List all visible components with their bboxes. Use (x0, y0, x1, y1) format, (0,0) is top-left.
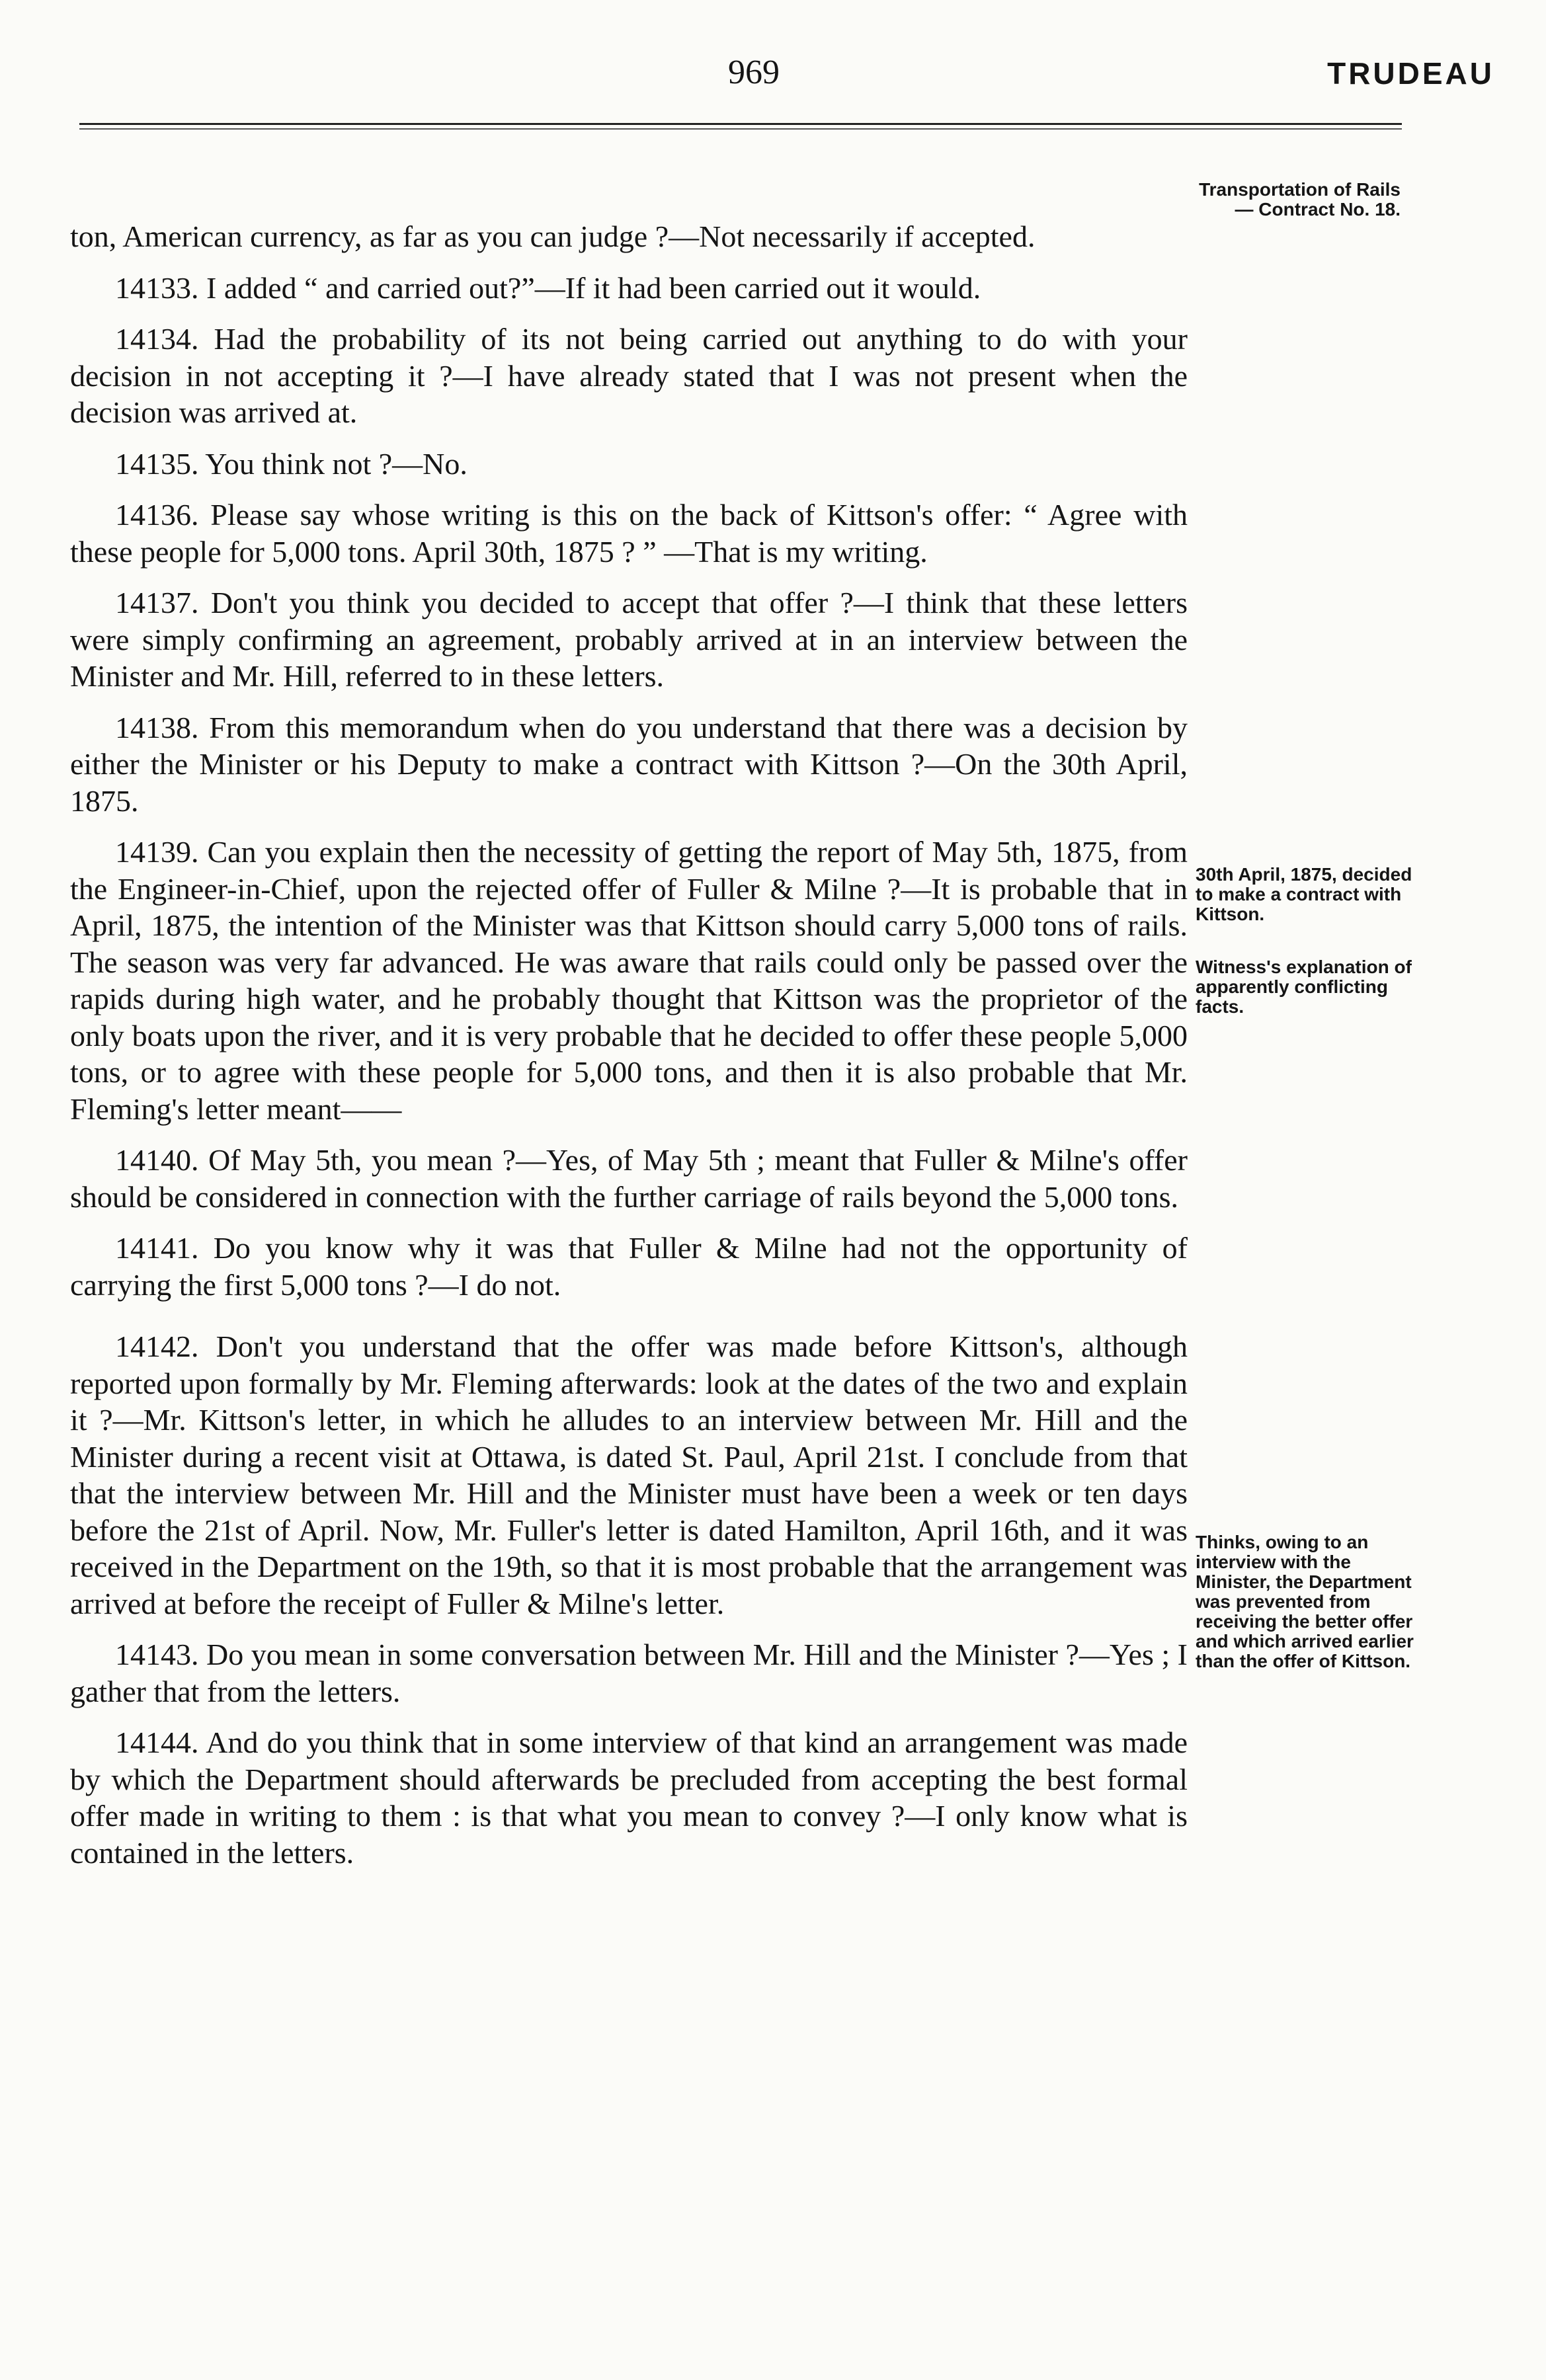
paragraph-14138: 14138. From this memorandum when do you understand that there was a decision by either the Minister or his Deputy to make a contract with Kittson ?—On the 30th April, 1875. (70, 710, 1188, 818)
paragraph-14134: 14134. Had the probability of its not being carried out anything to do with your decision in not accepting it ?—I have already stated that I was not present when the decision was arrived at. (70, 322, 1188, 429)
paragraph-14135: 14135. You think not ?—No. (115, 446, 468, 481)
running-head: TRUDEAU (1327, 56, 1494, 91)
header-rule (79, 123, 1402, 130)
paragraph-14133: 14133. I added “ and carried out?”—If it had been carried out it would. (115, 270, 981, 305)
paragraph-14136: 14136. Please say whose writing is this on the back of Kittson's offer: “ Agree with these people for 5,000 tons. April 30th, 1875 ? ” —That is my writing. (70, 498, 1188, 569)
sidenote-interview-minister: Thinks, owing to an interview with the Minister, the Department was prevented from receiving the better offer and which arrived earlier than the offer of Kittson. (1196, 1532, 1414, 1671)
paragraph-14139: 14139. Can you explain then the necessity of getting the report of May 5th, 1875, from the Engineer-in-Chief, upon the rejected offer of Fuller & Milne ?—It is probable that in April, 1875, the intention of the Minister was that Kittson should carry 5,000 tons of rails. The season was very far advanced. He was aware that rails could only be passed over the rapids during high water, and he probably thought that Kittson was the proprietor of the only boats upon the river, and it is very probable that he decided to offer these people 5,000 tons, or to agree with these people for 5,000 tons, and then it is also probable that Mr. Fleming's letter meant—— (70, 835, 1188, 1126)
paragraph-14141: 14141. Do you know why it was that Fuller & Milne had not the opportunity of carrying the first 5,000 tons ?—I do not. (70, 1231, 1188, 1302)
testimony-body (70, 218, 1188, 1885)
paragraph-14137: 14137. Don't you think you decided to accept that offer ?—I think that these letters were simply confirming an agreement, probably arrived at in an interview between the Minister and Mr. Hill, referred to in these letters. (70, 586, 1188, 693)
paragraph-continuation: ton, American currency, as far as you can judge ?—Not necessarily if accepted. (70, 219, 1036, 253)
paragraph-14140: 14140. Of May 5th, you mean ?—Yes, of May 5th ; meant that Fuller & Milne's offer should be considered in connection with the further carriage of rails beyond the 5,000 tons. (70, 1143, 1188, 1214)
sidenote-april-decision: 30th April, 1875, decided to make a contract with Kittson. (1196, 864, 1412, 924)
paragraph-14144: 14144. And do you think that in some interview of that kind an arrangement was made by which the Department should afterwards be precluded from accepting the best formal offer made in writing to them : is that what you mean to convey ?—I only know what is contained in the letters. (70, 1726, 1188, 1870)
page-number: 969 (728, 54, 780, 91)
paragraph-14142: 14142. Don't you understand that the offer was made before Kittson's, although reported upon formally by Mr. Fleming afterwards: look at the dates of the two and explain it ?—Mr. Kittson's letter, in which he alludes to an interview between Mr. Hill and the Minister during a recent visit at Ottawa, is dated St. Paul, April 21st. I conclude from that that the interview between Mr. Hill and the Minister must have been a week or ten days before the 21st of April. Now, Mr. Fuller's letter is dated Hamilton, April 16th, and it was received in the Department on the 19th, so that it is most probable that the arrangement was arrived at before the receipt of Fuller & Milne's letter. (70, 1329, 1188, 1620)
paragraph-14143: 14143. Do you mean in some conversation between Mr. Hill and the Minister ?—Yes ; I gather that from the letters. (70, 1638, 1188, 1708)
sidenote-transportation: Transportation of Rails— Contract No. 18. (1199, 179, 1401, 219)
sidenote-witness-explanation: Witness's explanation of apparently conflicting facts. (1196, 957, 1412, 1017)
